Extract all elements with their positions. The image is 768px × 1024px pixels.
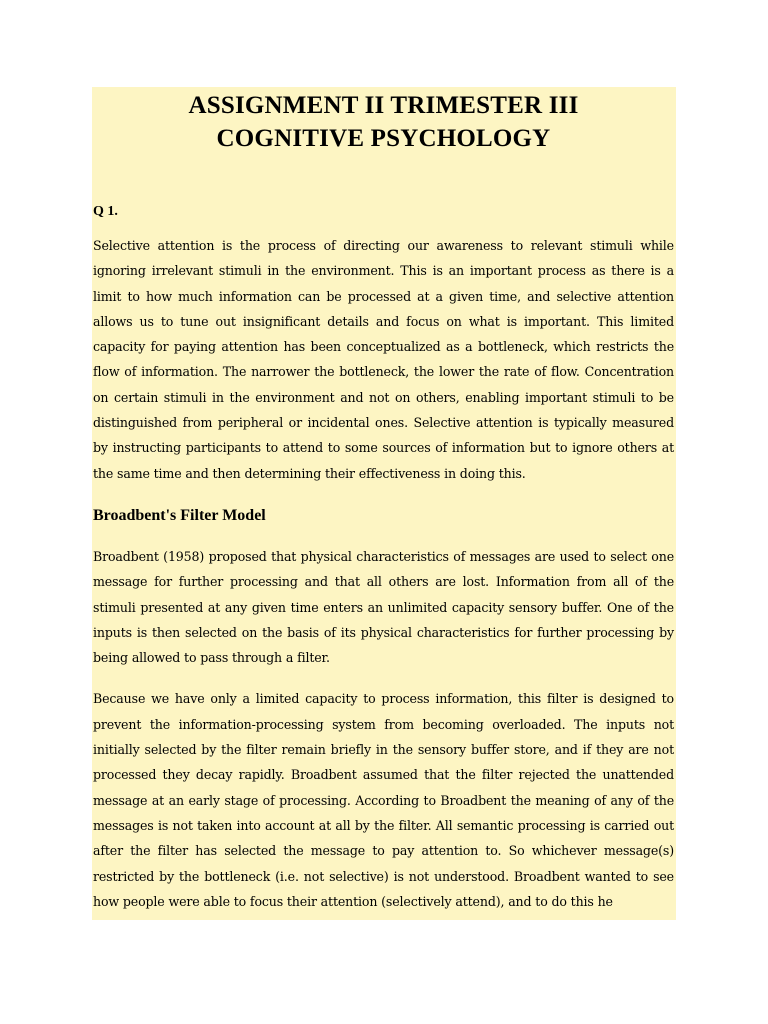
question-label: Q 1. [93,204,118,219]
paragraph-broadbent-proposal: Broadbent (1958) proposed that physical characteristics of messages are used to select one message for further processing and that all others are lost. Information from all of the stimuli presented at any given time enters an unlimited capacity sensory buffer. One of the inputs is then selected on the basis of its physical characteristics for further processing by being allowed to pass through a filter. [93,548,674,666]
section-heading: Broadbent's Filter Model [93,506,266,524]
document-title [93,89,674,155]
document-content [93,87,674,914]
paragraph-selective-attention: Selective attention is the process of directing our awareness to relevant stimuli while ignoring irrelevant stimuli in the environment. This is an important process as there is a limit to how much information can be processed at a given time, and selective attention allows us to tune out insignificant details and focus on what is important. This limited capacity for paying attention has been conceptualized as a bottleneck, which restricts the flow of information. The narrower the bottleneck, the lower the rate of flow. Concentration on certain stimuli in the environment and not on others, enabling important stimuli to be distinguished from peripheral or incidental ones. Selective attention is typically measured by instructing participants to attend to some sources of information but to ignore others at the same time and then determining their effectiveness in doing this. [93,238,674,481]
title-line-1: ASSIGNMENT II TRIMESTER III [188,92,579,119]
title-line-2: COGNITIVE PSYCHOLOGY [216,125,551,152]
paragraph-filter-capacity: Because we have only a limited capacity to process information, this filter is designed to prevent the information-processing system from becoming overloaded. The inputs not initially selected by the filter remain briefly in the sensory buffer store, and if they are not processed they decay rapidly. Broadbent assumed that the filter rejected the unattended message at an early stage of processing. According to Broadbent the meaning of any of the messages is not taken into account at all by the filter. All semantic processing is carried out after the filter has selected the message to pay attention to. So whichever message(s) restricted by the bottleneck (i.e. not selective) is not understood. Broadbent wanted to see how people were able to focus their attention (selectively attend), and to do this he [93,691,674,909]
